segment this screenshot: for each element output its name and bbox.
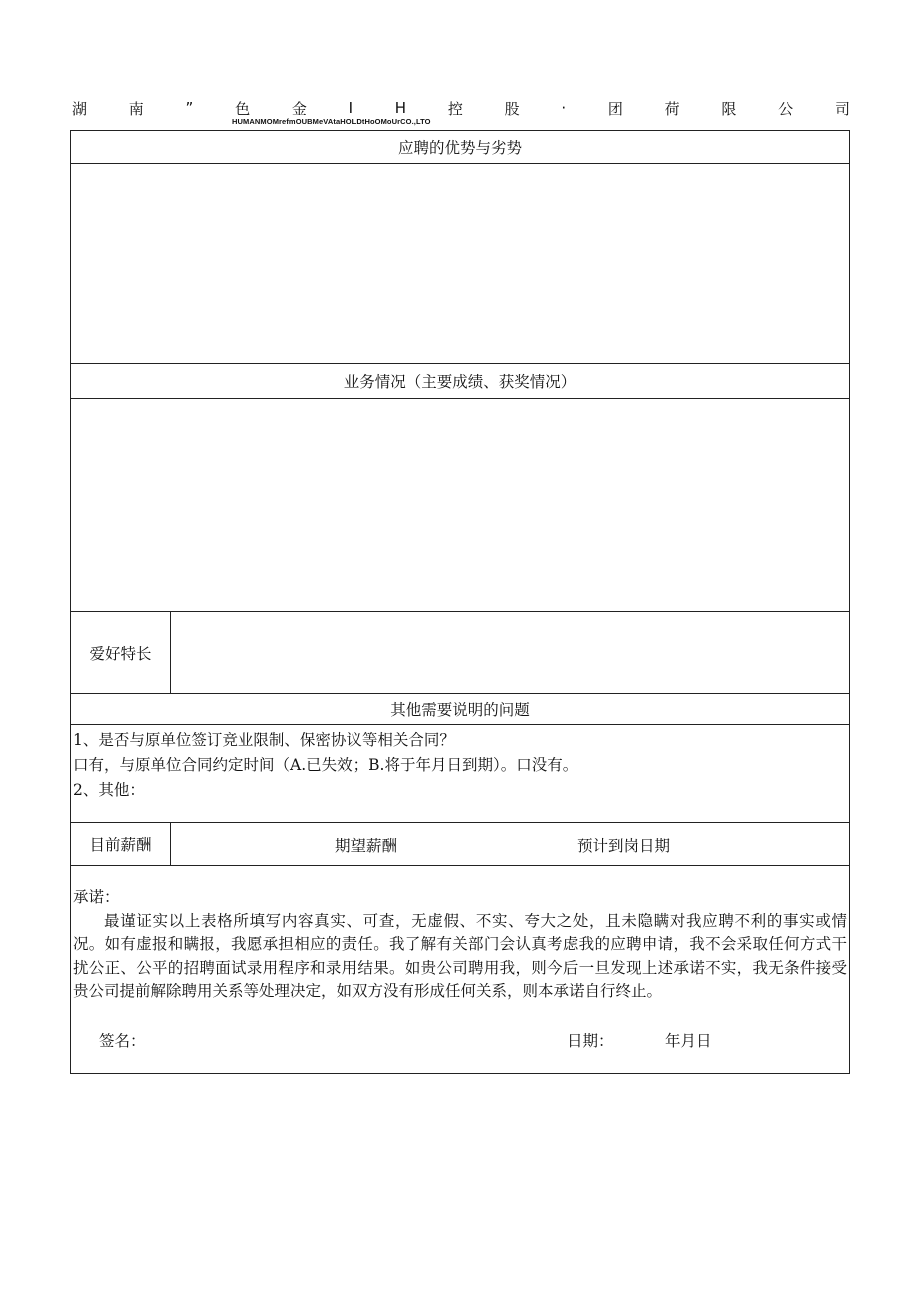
other-line: 口有，与原单位合同约定时间（A.已失效；B.将于年月日到期）。口没有。	[73, 756, 579, 774]
other-questions	[71, 724, 849, 822]
header-char: I	[348, 99, 354, 117]
header-char: 团	[607, 99, 623, 118]
header-char: 司	[834, 99, 850, 118]
header-char: ”	[185, 99, 194, 117]
other-line: 2、其他：	[73, 781, 145, 799]
header-char: 南	[128, 99, 144, 118]
date-label: 日期：	[567, 1032, 614, 1050]
hobby-row	[71, 611, 849, 693]
strengths-title: 应聘的优势与劣势	[397, 139, 522, 157]
header-char: H	[394, 99, 407, 117]
header-char: 控	[447, 99, 463, 118]
current-salary-label: 目前薪酬	[71, 823, 171, 865]
hobby-label: 爱好特长	[71, 612, 171, 693]
header-char: 公	[778, 99, 794, 118]
company-name-english: HUMANMOMrefmOUBMeVAtaHOLDtHoOMoUrCO.,LTO	[232, 117, 431, 126]
date-ymd: 年月日	[665, 1032, 712, 1050]
header-char: 湖	[72, 99, 88, 118]
strengths-field[interactable]	[71, 163, 849, 363]
signature-label: 签名：	[99, 1032, 146, 1050]
header-char: 限	[721, 99, 737, 118]
application-form	[70, 130, 850, 1074]
salary-row	[71, 822, 849, 865]
promise-heading: 承诺：	[73, 888, 120, 906]
promise-body: 最谨证实以上表格所填写内容真实、可查，无虚假、不实、夸大之处，且未隐瞒对我应聘不利的事实或情况。如有虚报和瞒报，我愿承担相应的责任。我了解有关部门会认真考虑我的应聘申请，我不会采取任何方式干扰公正、公平的招聘面试录用程序和录用结果。如贵公司聘用我，则今后一旦发现上述承诺不实，我无条件接受贵公司提前解除聘用关系等处理决定，如双方没有形成任何关系，则本承诺自行终止。	[73, 911, 847, 1000]
business-field[interactable]	[71, 398, 849, 611]
other-line: 1、是否与原单位签订竞业限制、保密协议等相关合同？	[73, 731, 455, 749]
header-char: 荷	[664, 99, 680, 118]
business-title: 业务情况（主要成绩、获奖情况）	[71, 363, 849, 398]
arrival-date-label: 预计到岗日期	[577, 837, 671, 855]
header-char: 股	[504, 99, 520, 118]
header-char: ·	[561, 99, 567, 117]
promise-section	[71, 865, 849, 1073]
expected-salary-label: 期望薪酬	[335, 837, 398, 855]
company-name-header	[72, 98, 850, 118]
header-char: 金	[291, 99, 307, 118]
hobby-field[interactable]	[171, 612, 849, 693]
header-char: 色	[235, 99, 251, 118]
other-title: 其他需要说明的问题	[71, 693, 849, 724]
